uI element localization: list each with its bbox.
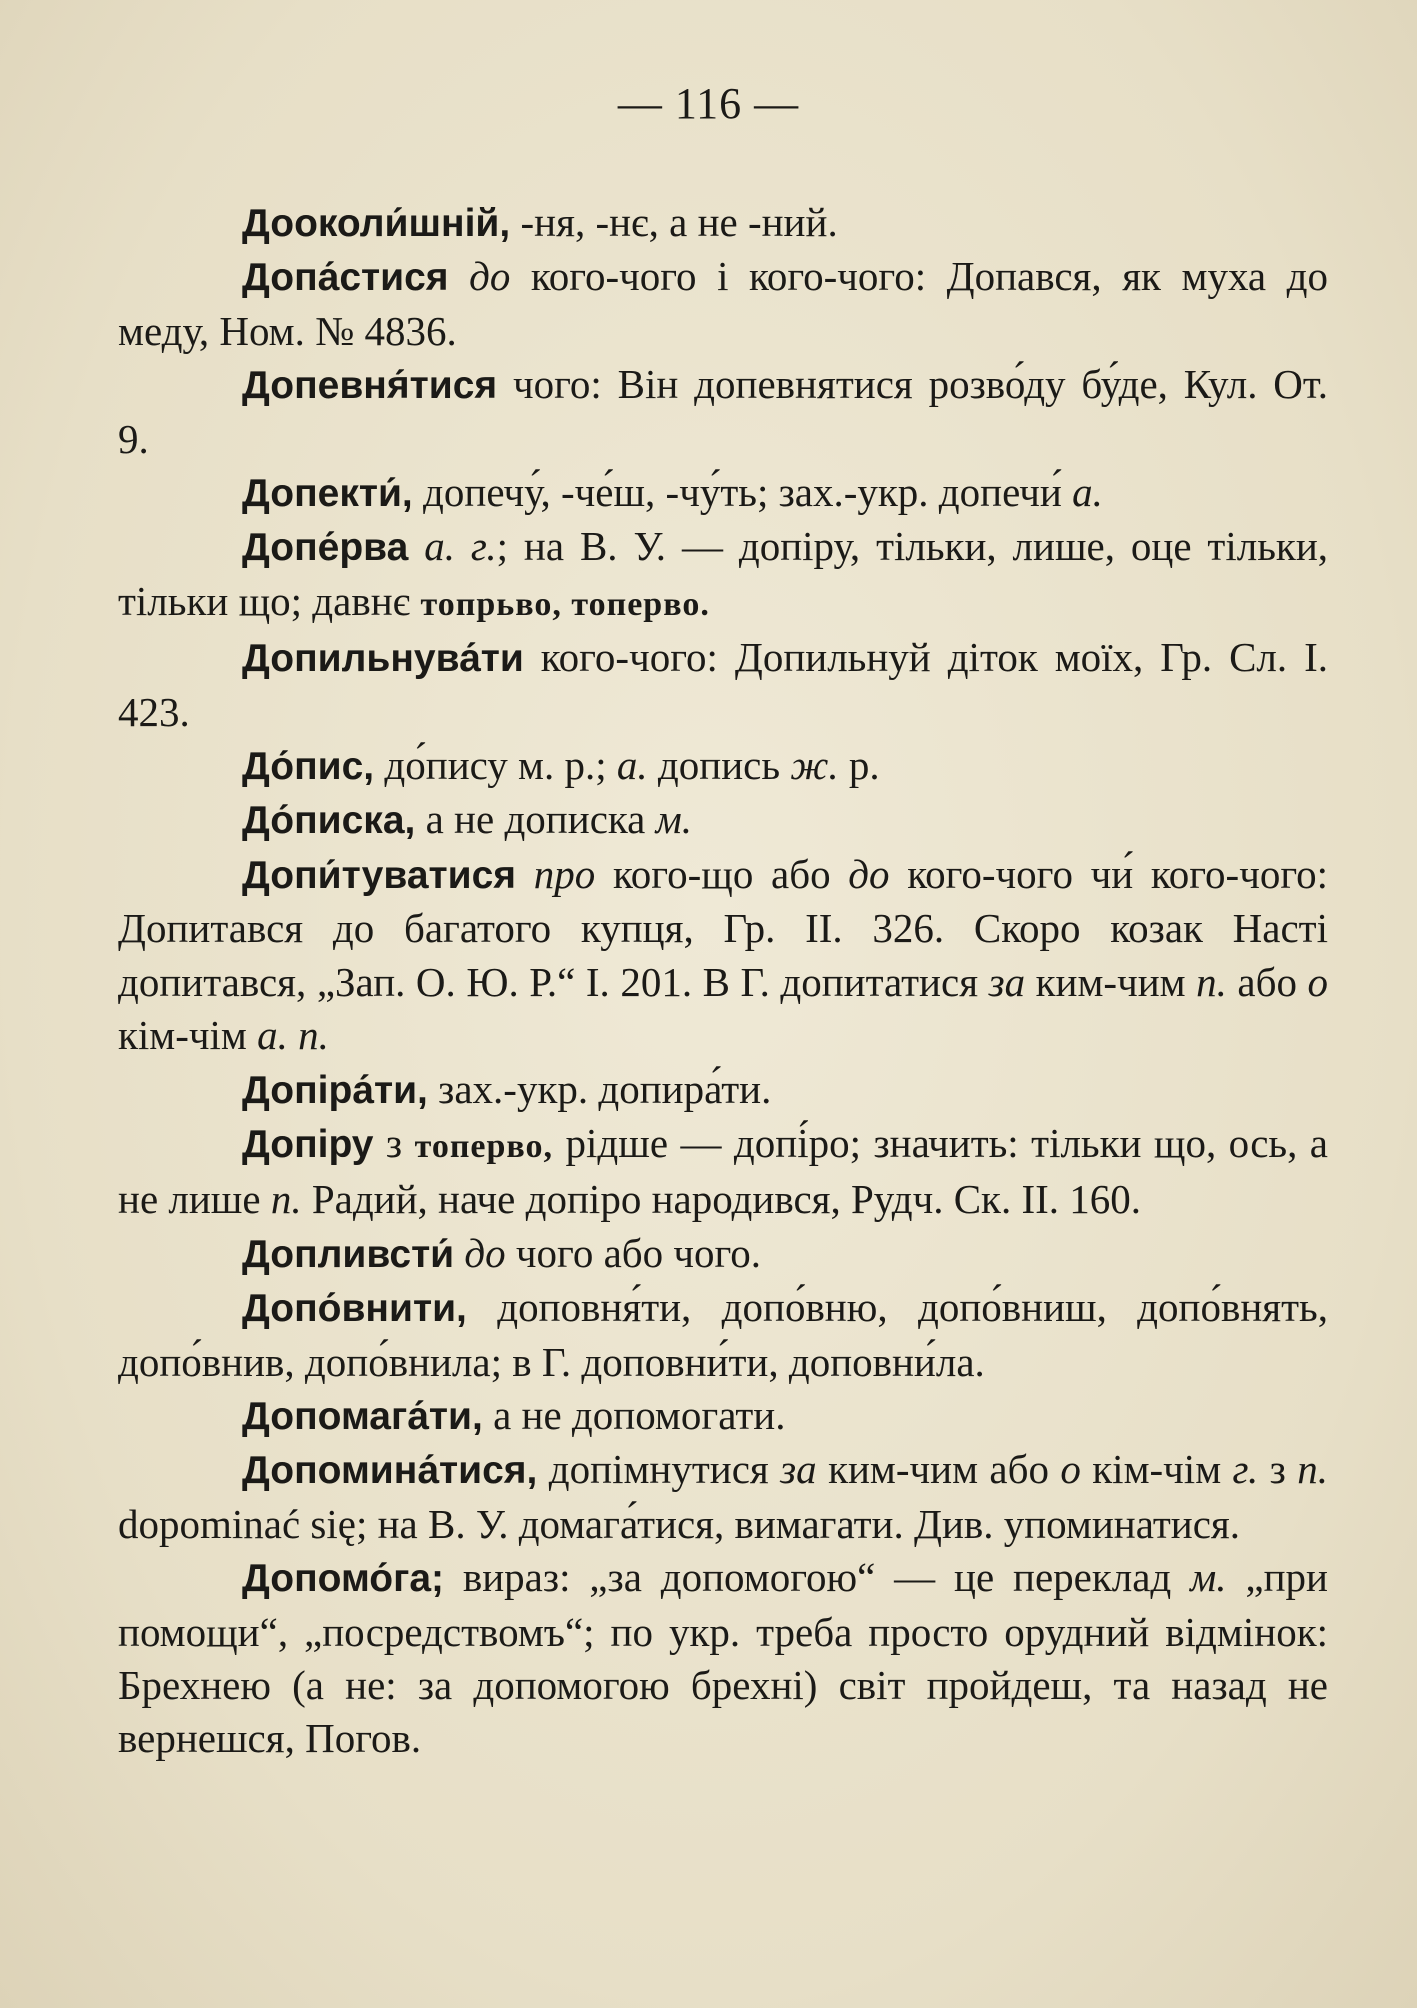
entry-text: кого-чого чи́ кого-чого: Допитався до багатого купця, Гр. II. 326. Скоро козак Насті допитався, „Зап. О. Ю. Р.“ I. 201. В Г. допитатися: [118, 850, 1329, 1005]
dictionary-entry: [118, 196, 1328, 250]
entry-text: доповня́ти, допо́вню, допо́вниш, допо́внять, допо́внив, допо́внила; в Г. доповни́ти, доповни́ла.: [118, 1284, 1328, 1385]
dictionary-entry: [118, 631, 1328, 739]
dictionary-entry: [118, 250, 1328, 358]
entry-text: допечу́, -че́ш, -чу́ть; зах.-укр. допечи́: [412, 469, 1073, 516]
entry-text: зах.-укр. допира́ти.: [427, 1065, 772, 1112]
italic-abbrev: о: [1060, 1446, 1081, 1493]
entry-text: з: [373, 1119, 415, 1166]
headword: Допевня́тися: [242, 364, 498, 408]
entry-text: ким-чим або: [816, 1446, 1061, 1493]
entry-text: ; на В. У. — допіру, тільки, лише, оце тільки, тільки що; давнє: [118, 523, 1329, 624]
italic-abbrev: до: [848, 850, 890, 897]
entry-text: Радий, наче допіро народився, Рудч. Ск. II. 160.: [301, 1176, 1142, 1223]
entry-text: а не дописка: [415, 796, 656, 843]
italic-abbrev: а.: [1072, 469, 1103, 516]
italic-abbrev: ж.: [790, 742, 839, 789]
headword: Допильнува́ти: [242, 637, 524, 681]
entry-text: з: [1258, 1446, 1298, 1493]
entry-text: до́пису м. р.;: [374, 742, 617, 789]
headword: Допіру: [242, 1122, 374, 1166]
headword: Допе́рва: [242, 526, 409, 570]
italic-abbrev: а.: [616, 742, 648, 789]
headword: Допомо́га;: [242, 1557, 445, 1601]
entry-text: [408, 523, 424, 569]
entry-text: допімнутися: [537, 1446, 781, 1493]
italic-abbrev: а. п.: [257, 1012, 329, 1059]
entry-text: [449, 253, 470, 299]
dictionary-entry: [118, 1117, 1328, 1227]
italic-abbrev: п.: [1196, 958, 1227, 1005]
dictionary-entry: [118, 739, 1328, 793]
italic-abbrev: за: [780, 1446, 817, 1493]
italic-abbrev: г.: [1232, 1446, 1259, 1493]
page-number: — 116 —: [617, 79, 800, 128]
headword: Допо́внити,: [242, 1287, 467, 1331]
headword: Допомина́тися,: [242, 1449, 538, 1493]
entry-text: [454, 1230, 464, 1276]
headword: Дооколи́шній,: [242, 202, 511, 245]
entry-text: чого або чого.: [505, 1229, 762, 1276]
dictionary-entry: [118, 1281, 1328, 1389]
dictionary-entry: [118, 520, 1328, 631]
old-spelling: топерво,: [414, 1127, 554, 1165]
headword: Допомага́ти,: [242, 1394, 483, 1438]
old-spelling: топрьво, топерво.: [420, 585, 710, 623]
headword: Допіра́ти,: [242, 1068, 428, 1112]
italic-abbrev: м.: [655, 796, 693, 843]
entry-text: допись: [647, 742, 791, 789]
headword: Допливсти́: [242, 1232, 455, 1276]
dictionary-entry: [118, 466, 1328, 520]
italic-abbrev: за: [988, 958, 1026, 1005]
headword: Допа́стися: [242, 256, 449, 300]
dictionary-entry: [118, 793, 1328, 847]
entry-text: ким-чим: [1025, 958, 1197, 1005]
headword: Допекти́,: [242, 472, 413, 516]
dictionary-entry: [118, 1389, 1328, 1443]
entry-text: кого-чого: Допильнуй діток моїх, Гр. Сл. І. 423.: [118, 634, 1328, 735]
dictionary-column: [118, 196, 1328, 1766]
italic-abbrev: о: [1307, 958, 1328, 1005]
headword: До́пис,: [242, 745, 375, 789]
italic-abbrev: а. г.: [424, 523, 497, 570]
dictionary-entry: [118, 1063, 1328, 1117]
dictionary-entry: [118, 1227, 1328, 1281]
italic-abbrev: п.: [1297, 1446, 1328, 1493]
italic-abbrev: до: [464, 1229, 506, 1276]
entry-text: -ня, -нє, а не -ний.: [510, 199, 838, 245]
dictionary-entry: [118, 848, 1328, 1063]
italic-abbrev: п.: [270, 1176, 302, 1223]
entry-text: кім-чім: [1080, 1446, 1233, 1493]
headword: До́писка,: [242, 799, 416, 843]
dictionary-entry: [118, 358, 1328, 466]
entry-text: або: [1226, 958, 1308, 1005]
entry-text: dopominać się; на В. У. домага́тися, вимагати. Див. упоминатися.: [118, 1500, 1241, 1547]
italic-abbrev: про: [533, 850, 596, 897]
italic-abbrev: до: [469, 253, 511, 300]
entry-text: рідше — допі́ро; значить: тільки що, ось, а не лише: [118, 1119, 1328, 1223]
entry-text: р.: [838, 742, 880, 789]
entry-text: а не допомогати.: [482, 1391, 786, 1438]
entry-text: „при помощи“, „посредствомъ“; по укр. треба просто орудний відмінок: Брехнею (а не: за допомогою брехні) світ пройдеш, та назад не вернешся, Погов.: [118, 1554, 1328, 1762]
entry-text: кого-чого і кого-чого: Допався, як муха до меду, Ном. № 4836.: [118, 253, 1328, 354]
entry-text: чого: Він допевнятися розво́ду бу́де, Кул. От. 9.: [118, 361, 1328, 462]
entry-text: кого-що або: [595, 850, 849, 897]
entry-text: кім-чім: [118, 1012, 258, 1059]
entry-text: [516, 851, 534, 897]
dictionary-entry: [118, 1443, 1328, 1551]
italic-abbrev: м.: [1190, 1554, 1227, 1601]
dictionary-entry: [118, 1551, 1328, 1766]
entry-text: вираз: „за допомогою“ — це переклад: [444, 1554, 1191, 1601]
headword: Допи́туватися: [242, 853, 517, 897]
